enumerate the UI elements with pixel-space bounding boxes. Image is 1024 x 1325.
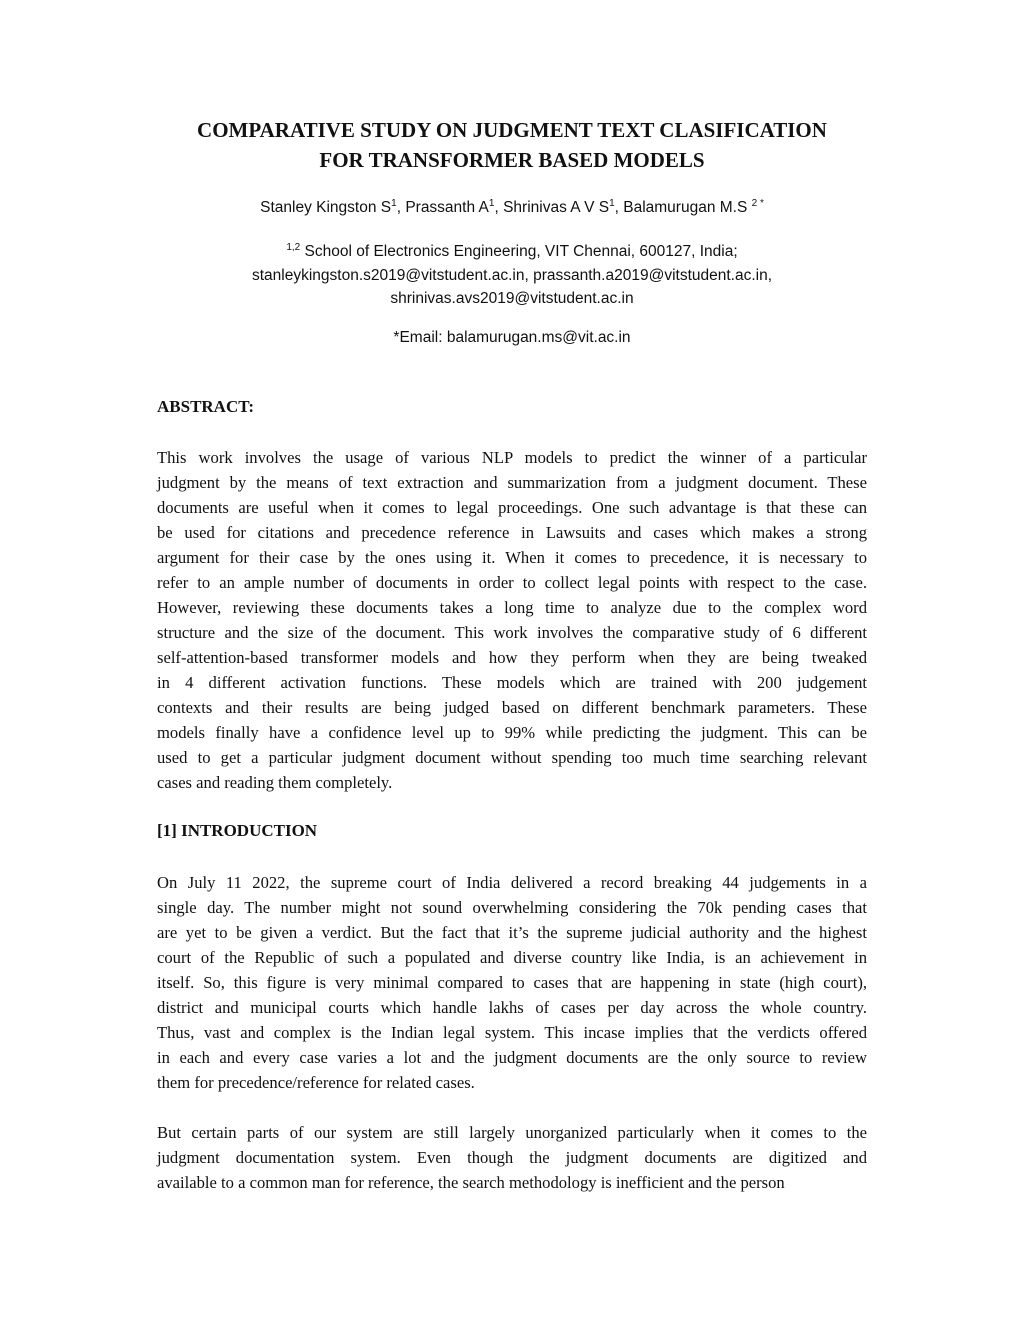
author-affiliation-sup: 1 [391,198,397,209]
text-line: district and municipal courts which handle lakhs of cases per day across the whole country. [157,998,867,1017]
text-line: structure and the size of the document. This work involves the comparative study of 6 different [157,623,867,642]
text-line: documents are useful when it comes to legal proceedings. One such advantage is that these can [157,498,867,517]
text-line: judgment by the means of text extraction and summarization from a judgment document. These [157,473,867,492]
text-line: single day. The number might not sound overwhelming considering the 70k pending cases that [157,898,867,917]
affiliation-text: School of Electronics Engineering, VIT Chennai, 600127, India; [300,243,738,260]
author-affiliation-sup: 1 [609,198,615,209]
introduction-paragraph-1 [157,870,867,1095]
author [405,199,503,216]
author-affiliation-sup: 2 * [751,198,764,209]
author-emails-2: shrinivas.avs2019@vitstudent.ac.in [390,290,634,307]
abstract-heading: ABSTRACT: [157,397,254,416]
abstract-body [157,445,867,795]
text-line: judgment documentation system. Even though the judgment documents are digitized and [157,1148,867,1167]
author-separator: , [396,199,406,216]
text-line: be used for citations and precedence reference in Lawsuits and cases which makes a strong [157,523,867,542]
text-line: court of the Republic of such a populated and diverse country like India, is an achievement in [157,948,867,967]
author-separator: , [614,199,624,216]
affiliation-sup: 1,2 [286,242,301,253]
author [260,199,405,216]
author-separator: , [494,199,504,216]
author-affiliation-sup: 1 [488,198,495,209]
text-line: But certain parts of our system are still largely unorganized particularly when it comes to the [157,1123,867,1142]
author-name: Balamurugan M.S [623,199,752,216]
affiliation [0,240,1024,311]
text-line: cases and reading them completely. [157,773,393,792]
paper-title [0,115,1024,175]
introduction-paragraph-2 [157,1120,867,1195]
text-line: argument for their case by the ones using it. When it comes to precedence, it is necessary to [157,548,867,567]
text-line: refer to an ample number of documents in order to collect legal points with respect to the case. [157,573,867,592]
author [503,199,623,216]
title-line-2: FOR TRANSFORMER BASED MODELS [319,148,705,172]
author [623,199,764,216]
text-line: Thus, vast and complex is the Indian legal system. This incase implies that the verdicts offered [157,1023,867,1042]
author-emails-1: stanleykingston.s2019@vitstudent.ac.in, prassanth.a2019@vitstudent.ac.in, [251,266,773,284]
title-line-1: COMPARATIVE STUDY ON JUDGMENT TEXT CLASIFICATION [197,118,827,142]
text-line: are yet to be given a verdict. But the fact that it’s the supreme judicial authority and the highest [157,923,867,942]
text-line: contexts and their results are being judged based on different benchmark parameters. These [157,698,867,717]
text-line: used to get a particular judgment document without spending too much time searching relevant [157,748,867,767]
text-line: in each and every case varies a lot and the judgment documents are the only source to review [157,1048,867,1067]
text-line: them for precedence/reference for related cases. [157,1073,475,1092]
corresponding-email: *Email: balamurugan.ms@vit.ac.in [393,329,631,346]
author-name: Prassanth A [405,199,489,216]
text-line: self-attention-based transformer models and how they perform when they are being tweaked [157,648,867,667]
author-list [0,199,1024,217]
author-name: Stanley Kingston S [260,199,392,216]
text-line: itself. So, this figure is very minimal compared to cases that are happening in state (high court), [157,973,867,992]
text-line: models finally have a confidence level up to 99% while predicting the judgment. This can be [157,723,867,742]
text-line: On July 11 2022, the supreme court of India delivered a record breaking 44 judgements in a [157,873,867,892]
text-line: This work involves the usage of various NLP models to predict the winner of a particular [157,448,867,467]
introduction-heading: [1] INTRODUCTION [157,821,318,840]
text-line: available to a common man for reference, the search methodology is inefficient and the person [157,1173,785,1192]
text-line: However, reviewing these documents takes a long time to analyze due to the complex word [157,598,867,617]
author-name: Shrinivas A V S [503,199,610,216]
text-line: in 4 different activation functions. These models which are trained with 200 judgement [157,673,867,692]
